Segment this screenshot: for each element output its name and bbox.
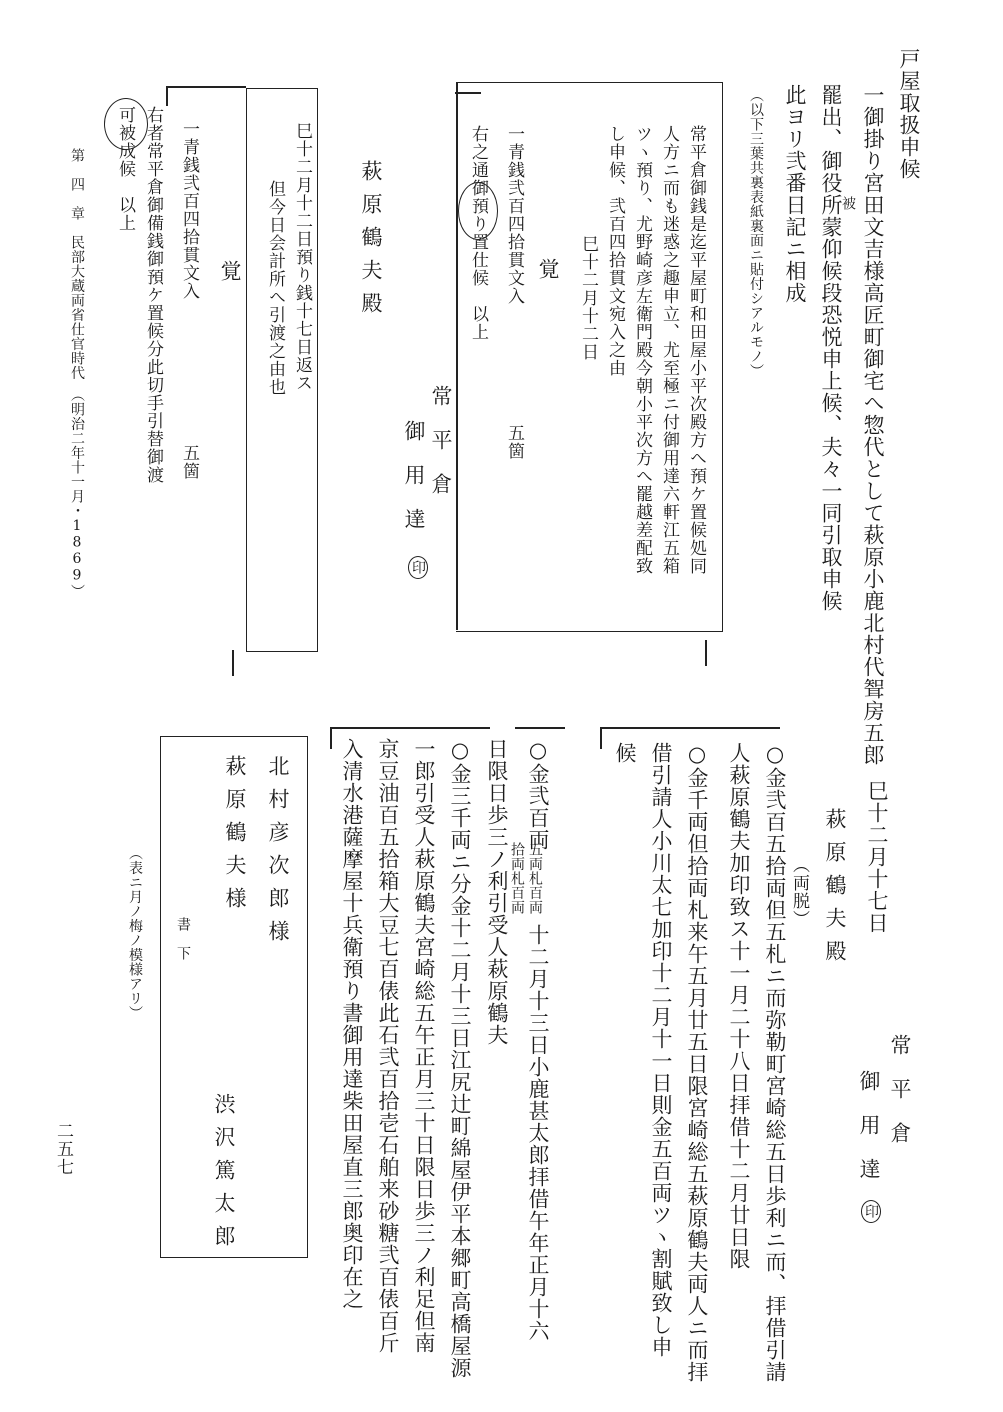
doc1-count: 五箇 [504,424,524,460]
doc2-closing-1: 右者常平倉御備銭御預ケ置候分此切手引替御渡 [143,106,163,484]
list-2-rule [515,727,565,729]
bottom-seal: 印 [861,1200,881,1223]
doc1-issuer: 常 平 倉 [429,385,453,495]
doc1-ink-circle [458,182,498,240]
list-line-3: ○金千両但拾両札来午五月廿五日限宮崎総五萩原鶴夫両人ニ而拝 [685,742,709,1383]
heading-line: 戸屋取扱申候 [897,48,921,180]
annotation-hi: 被 [840,196,856,210]
doc1-text-1: 常平倉御銭是迄平屋町和田屋小平次殿方へ預ケ置候処同 [686,125,706,575]
note-ryodatsu: （両脱） [789,856,809,928]
address-sender: 渋沢篤太郎 [212,1093,236,1258]
bottom-office: 御 用 達 [857,1070,881,1180]
chapter-footer: 第 四 章 民部大蔵両省仕官時代 （明治二年十一月・1869） [69,148,85,599]
doc1-text-4: し申候、弐百四拾貫文宛入之由 [605,125,625,377]
attachment-note: （以下三葉共裏表紙裏面ニ貼付シアルモノ） [748,88,764,378]
doc2-item: 一青銭弐百四拾貫文入 [179,120,199,300]
list-3-rule [330,727,490,729]
list-3-rule-tick [330,727,332,749]
list-line-10: 一郎引受人萩原鶴夫宮崎総五午正月三十日限日歩三ノ利足但南 [412,738,436,1354]
doc2-ink-circle [104,98,148,150]
plum-motif-note: （表ニ月ノ梅ノ模様アリ） [127,846,143,1020]
list-line-12: 入清水港薩摩屋十兵衛預り書御用達柴田屋直三郎奥印在之 [340,738,364,1310]
doc2-count: 五箇 [179,444,199,480]
doc2-text-2: 但今日会計所へ引渡之由也 [265,180,285,396]
body-line-2: 罷出、御役所蒙仰候段恐悦申上候、夫々一同引取申候 [819,84,843,612]
document-1-fold [456,82,458,630]
list-line-11: 京豆油百五拾箱大豆七百俵此石弐百拾壱石舶来砂糖弐百俵百斤 [376,738,400,1354]
bottom-issuer: 常 平 倉 [888,1034,912,1144]
list-line-1: ○金弐百五拾両但五札ニ而弥勒町宮崎総五日歩利ニ而、拝借引請 [763,742,787,1383]
page-number: 二五七 [53,1122,73,1176]
doc1-item: 一青銭弐百四拾貫文入 [504,125,524,305]
document-1-flap [455,92,481,94]
doc1-date: 巳十二月十二日 [578,235,598,361]
document-2-flap-edge [166,86,168,106]
doc1-closing: 右之通御預り置仕候 以上 [468,125,488,341]
list-1-rule-tick [600,727,602,749]
address-remark: 書 下 [175,917,191,961]
doc2-closing-2: 可被成候 以上 [115,106,135,232]
doc1-text-2: 人方ニ而も迷惑之趣申立、尤至極ニ付御用達六軒江五箱 [659,125,679,575]
document-1-edge [705,640,707,666]
doc2-title: 覚 [218,260,242,282]
doc2-text-1: 巳十二月十二日預り銭十七日返ス [292,122,312,392]
list-line-9: ○金三千両ニ分金十二月十三日江尻辻町綿屋伊平本郷町高橋屋源 [448,738,472,1379]
list-line-4: 借引請人小川太七加印十二月十一日則金五百両ツヽ割賦致し申 [649,742,673,1358]
doc1-office: 御 用 達 [402,420,426,530]
address-box [160,736,308,1258]
list-line-7: 十二月十三日小鹿甚太郎拝借午年正月十六 [526,924,550,1342]
bottom-date: 巳十二月十七日 [865,780,889,934]
body-line-1: 一御掛り宮田文吉様高匠町御宅へ惣代として萩原小鹿北村代聟房五郎 [861,84,885,766]
split-a: 五両札百両 [527,842,543,915]
address-name-2: 萩原鶴夫様 [223,755,247,920]
bottom-addressee: 萩原鶴夫殿 [823,808,847,973]
doc1-title: 覚 [536,258,560,280]
list-line-8: 日限日歩三ノ利引受人萩原鶴夫 [485,738,509,1046]
list-1-rule [600,727,780,729]
document-2-flap-top [166,86,246,88]
list-line-5: 候 [613,742,637,764]
doc1-text-3: ツヽ預り、尤野崎彦左衛門殿今朝小平次方へ罷越差配致 [632,125,652,575]
doc1-seal: 印 [408,556,428,579]
address-name-1: 北村彦次郎様 [266,755,290,953]
list-line-6: ○金弐百両 [526,738,550,851]
doc1-addressee: 萩原鶴夫殿 [359,160,383,325]
list-line-2: 人萩原鶴夫加印致ス十一月二十八日拝借十二月廿日限 [727,742,751,1270]
body-line-3: 此ヨリ弐番日記ニ相成 [783,84,807,304]
split-b: 拾両札百両 [509,842,525,915]
document-2-edge [232,650,234,676]
